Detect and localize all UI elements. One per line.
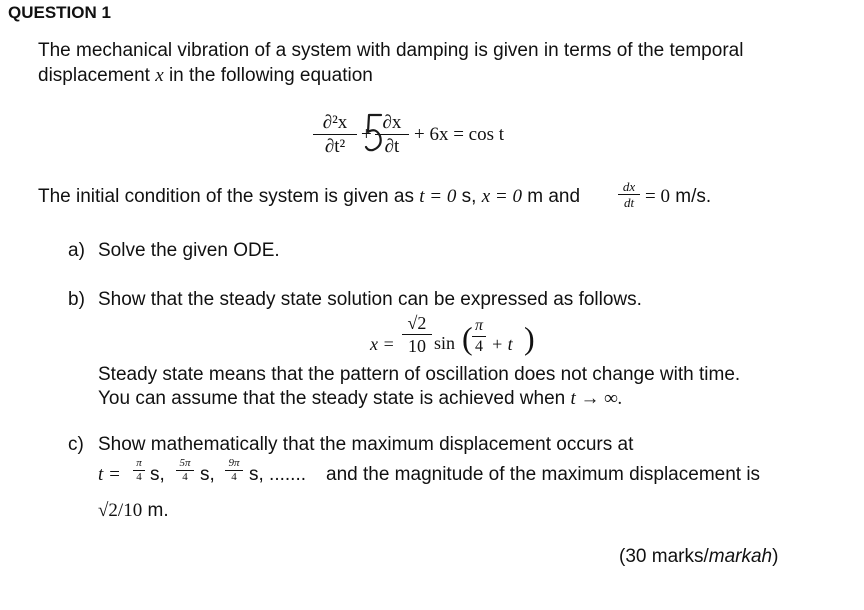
ode-plus: + [361,124,372,145]
intro-line-1: The mechanical vibration of a system with damping is given in terms of the temporal [38,40,744,61]
question-heading: QUESTION 1 [8,3,111,22]
steady-state-note-1: Steady state means that the pattern of oscillation does not change with time. [98,364,741,385]
unit-s-2: s, [200,464,215,485]
eq-x-equals: x = [370,334,395,354]
time-fraction-3: 9π 4 [225,458,243,483]
initial-velocity: = 0 m/s. [645,186,712,207]
initial-unit-s: s, [461,186,477,207]
ode-term1-fraction [313,113,357,156]
eq-sin: sin [434,333,456,353]
intro-variable: x [155,65,164,86]
handwritten-five-annotation [364,110,386,160]
ode-term1-den: ∂t² [324,136,346,157]
ode-term1-num: ∂²x [322,112,348,133]
eq-plus-t: + t [491,334,513,354]
initial-x: x = 0 [481,186,522,207]
initial-derivative-fraction: dx dt [618,180,640,209]
ode-term2-num: ∂x [382,112,402,133]
intro-text-b: in the following equation [168,65,373,86]
unit-s-1: s, [150,464,165,485]
unit-s-3: s, ....... [249,464,307,485]
part-c-label: c) [68,434,84,455]
initial-condition-line [38,186,580,208]
eq-amplitude-fraction: √2 10 [402,314,432,355]
t-equals: t = [98,464,121,485]
intro-line-2 [38,65,373,87]
eq-left-paren: ( [462,320,473,356]
initial-t: t = 0 [419,186,457,207]
steady-state-note-2: You can assume that the steady state is achieved when t → ∞. [98,388,623,409]
part-b-label: b) [68,289,85,310]
ode-rest: + 6x = cos t [414,124,505,145]
time-fraction-2: 5π 4 [176,458,194,483]
part-b-text: Show that the steady state solution can be expressed as follows. [98,289,642,310]
part-c-text-1: Show mathematically that the maximum displacement occurs at [98,434,634,455]
part-a-label: a) [68,240,85,261]
part-c-text-2: and the magnitude of the maximum displacement is [326,464,761,485]
intro-text-a: displacement [38,65,150,86]
ode-term2-den: ∂t [384,136,400,157]
part-a-text: Solve the given ODE. [98,240,280,261]
marks-label: (30 marks/markah) [619,546,779,567]
initial-text: The initial condition of the system is given as [38,186,414,207]
initial-unit-m: m and [527,186,581,207]
max-magnitude: √2/10 m. [98,500,169,521]
eq-right-paren: ) [524,320,535,356]
time-fraction-1: π 4 [133,458,145,483]
eq-phase-fraction: π 4 [472,318,486,355]
